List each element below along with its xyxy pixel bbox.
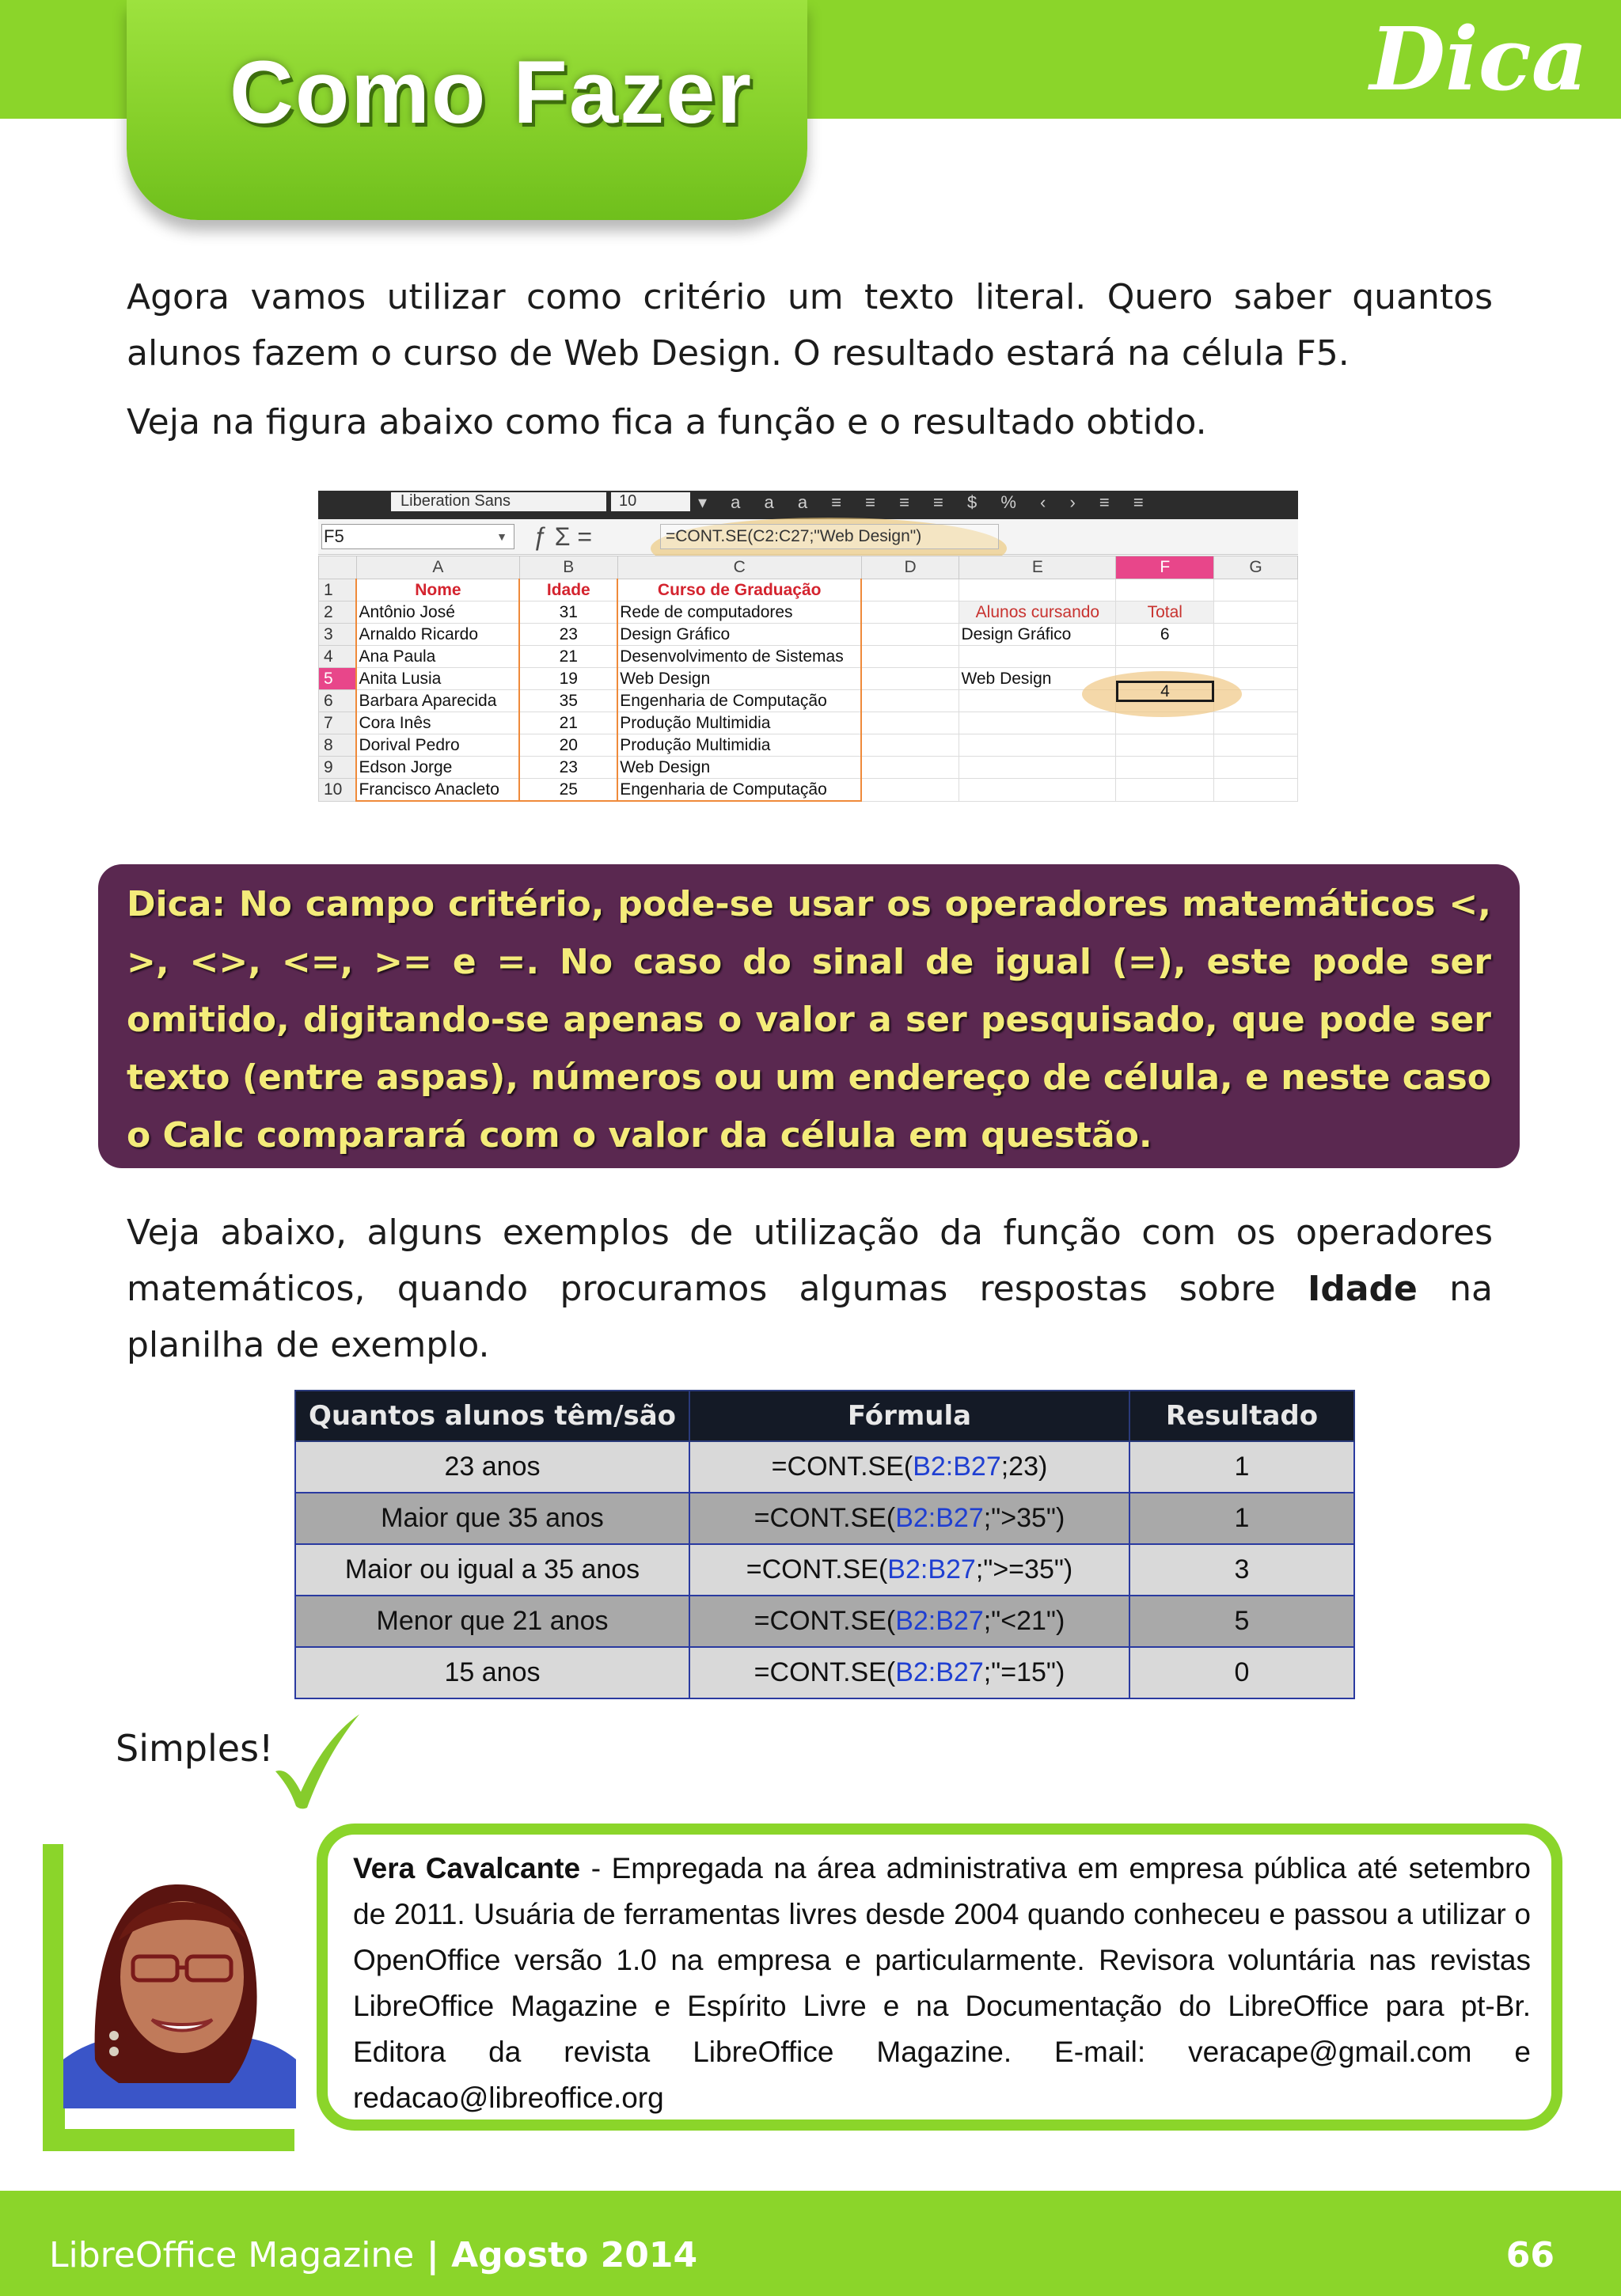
column-header[interactable]: G [1214,556,1298,579]
column-header-row [319,556,1298,579]
example-formula [689,1647,1129,1698]
row-header[interactable]: 4 [319,646,357,668]
toolbar-format-icons: ▾ a a a ≡ ≡ ≡ ≡ $ % ‹ › ≡ ≡ [698,492,1153,512]
cell[interactable] [959,712,1116,734]
column-header[interactable]: D [861,556,959,579]
formula-criteria: ;">35") [983,1503,1065,1533]
cell-age[interactable]: 19 [519,668,617,690]
cell-label-alunos[interactable]: Alunos cursando [959,602,1116,624]
table-row [295,1596,1354,1647]
cell-name[interactable]: Edson Jorge [356,757,519,779]
cell-age[interactable]: 23 [519,757,617,779]
sheet-row [319,602,1298,624]
author-bio-text: - Empregada na área administrativa em empresa pública até setembro de 2011. Usuária de ferramentas livres desde 2004 quando conheceu e passou a utilizar o OpenOffice versão 1.0 na empresa e particularmente. Revisora voluntária nas revistas LibreOffice Magazine e Espírito Livre e na Documentação do LibreOffice para pt-Br. Editora da revista LibreOffice Magazine. E-mail: veracape@gmail.com e redacao@libreoffice.org [353,1852,1532,2114]
examples-header-formula: Fórmula [689,1391,1129,1441]
cell-name[interactable]: Dorival Pedro [356,734,519,757]
cell[interactable] [861,734,959,757]
row-header-selected[interactable]: 5 [319,668,357,690]
page-number: 66 [1505,2235,1555,2275]
formula-prefix: =CONT.SE( [771,1452,913,1482]
row-header[interactable]: 10 [319,779,357,802]
cell-course[interactable]: Engenharia de Computação [617,779,861,802]
footer-band [0,2191,1621,2296]
example-formula [689,1544,1129,1596]
cell[interactable] [1214,579,1298,602]
column-header-selected[interactable]: F [1116,556,1214,579]
examples-intro-paragraph [127,1205,1493,1373]
issue-date: Agosto 2014 [451,2235,698,2275]
cell-age[interactable]: 21 [519,712,617,734]
row-header[interactable]: 9 [319,757,357,779]
font-name-box[interactable]: Liberation Sans [391,492,606,511]
font-size-box[interactable]: 10 [611,492,690,511]
cell[interactable] [861,712,959,734]
cell-course[interactable]: Desenvolvimento de Sistemas [617,646,861,668]
checkmark-icon [269,1710,364,1812]
row-header[interactable]: 1 [319,579,357,602]
author-bio-box [317,1824,1562,2131]
cell[interactable] [1214,646,1298,668]
cell[interactable] [1214,779,1298,802]
examples-header-result: Resultado [1129,1391,1354,1441]
example-description: 23 anos [295,1441,689,1493]
author-bio [353,1846,1531,2121]
simples-text: Simples! [116,1727,274,1770]
sheet-row [319,734,1298,757]
header-cell-nome[interactable]: Nome [356,579,519,602]
table-row [295,1647,1354,1698]
row-header[interactable]: 3 [319,624,357,646]
example-formula [689,1596,1129,1647]
cell-course[interactable]: Design Gráfico [617,624,861,646]
author-portrait-image [63,1822,296,2108]
column-header[interactable]: B [519,556,617,579]
intro-paragraph: Agora vamos utilizar como critério um texto literal. Quero saber quantos alunos fazem o curso de Web Design. O resultado estará na célula F5. [127,277,1493,374]
example-description: Menor que 21 anos [295,1596,689,1647]
example-result: 0 [1129,1647,1354,1698]
header-cell-curso[interactable]: Curso de Graduação [617,579,861,602]
calc-toolbar [318,491,1298,519]
cell-course[interactable]: Rede de computadores [617,602,861,624]
cell-course[interactable]: Produção Multimidia [617,712,861,734]
cell-name[interactable]: Barbara Aparecida [356,690,519,712]
formula-criteria: ;"=15") [983,1657,1065,1687]
magazine-name: LibreOffice Magazine [49,2235,415,2275]
cell-course[interactable]: Engenharia de Computação [617,690,861,712]
formula-criteria: ;"<21") [983,1606,1065,1636]
author-name: Vera Cavalcante [353,1852,581,1884]
author-photo [63,1822,296,2108]
examples-intro-tail: na planilha de exemplo. [127,1269,1493,1365]
table-row [295,1493,1354,1544]
cell[interactable] [1116,757,1214,779]
cell-criteria[interactable]: Design Gráfico [959,624,1116,646]
formula-input[interactable]: =CONT.SE(C2:C27;"Web Design") [660,524,999,549]
examples-header-row [295,1391,1354,1441]
sheet-row [319,624,1298,646]
formula-criteria: ;">=35") [975,1554,1073,1584]
table-row [295,1441,1354,1493]
selected-cell-f5[interactable]: 4 [1116,681,1214,702]
footer-magazine [49,2235,697,2275]
column-header[interactable]: E [959,556,1116,579]
cell[interactable] [861,757,959,779]
chevron-down-icon[interactable]: ▼ [496,530,507,543]
example-description: Maior que 35 anos [295,1493,689,1544]
example-description: 15 anos [295,1647,689,1698]
cell-criteria[interactable]: Web Design [959,668,1116,690]
sheet-row [319,579,1298,602]
row-header[interactable]: 2 [319,602,357,624]
cell[interactable] [1214,602,1298,624]
spreadsheet-screenshot [318,491,1298,815]
cell-age[interactable]: 20 [519,734,617,757]
formula-criteria: ;23) [1000,1452,1048,1482]
function-wizard-icons[interactable]: ƒ Σ = [533,522,593,551]
cell-name[interactable]: Ana Paula [356,646,519,668]
examples-header-question: Quantos alunos têm/são [295,1391,689,1441]
tip-box [98,864,1520,1168]
cell[interactable] [861,779,959,802]
examples-table [294,1390,1355,1699]
row-header[interactable]: 8 [319,734,357,757]
cell-name[interactable]: Antônio José [356,602,519,624]
formula-range: B2:B27 [887,1554,976,1584]
cell-name[interactable]: Anita Lusia [356,668,519,690]
cell-label-total[interactable]: Total [1116,602,1214,624]
sheet-row [319,757,1298,779]
cell[interactable] [1116,646,1214,668]
cell[interactable] [861,668,959,690]
page-title: Como Fazer [230,43,753,142]
cell-age[interactable]: 23 [519,624,617,646]
example-result: 1 [1129,1493,1354,1544]
sheet-row [319,646,1298,668]
column-header[interactable]: A [356,556,519,579]
cell[interactable] [1116,734,1214,757]
cell[interactable] [1116,579,1214,602]
row-header[interactable]: 6 [319,690,357,712]
name-box-value: F5 [324,526,344,546]
formula-range: B2:B27 [895,1503,984,1533]
cell-course[interactable]: Produção Multimidia [617,734,861,757]
examples-intro-bold: Idade [1308,1269,1418,1309]
section-label: Dica [1369,8,1588,110]
cell-result[interactable]: 6 [1116,624,1214,646]
cell[interactable] [861,579,959,602]
formula-prefix: =CONT.SE( [754,1503,896,1533]
footer-separator: | [414,2235,452,2275]
formula-range: B2:B27 [895,1657,984,1687]
examples-intro-text: Veja abaixo, alguns exemplos de utilização da função com os operadores matemáticos, quando procuramos algumas respostas sobre [127,1213,1493,1309]
corner-cell[interactable] [319,556,357,579]
cell[interactable] [959,734,1116,757]
cell[interactable] [1116,779,1214,802]
cell-age[interactable]: 35 [519,690,617,712]
cell-course[interactable]: Web Design [617,668,861,690]
cell[interactable] [861,602,959,624]
formula-bar [318,519,1298,555]
cell-age[interactable]: 21 [519,646,617,668]
cell[interactable] [861,624,959,646]
cell-age[interactable]: 31 [519,602,617,624]
header-cell-idade[interactable]: Idade [519,579,617,602]
formula-prefix: =CONT.SE( [746,1554,888,1584]
cell[interactable] [959,646,1116,668]
tip-text: Dica: No campo critério, pode-se usar os operadores matemáticos <, >, <>, <=, >= e =. No caso do sinal de igual (=), este pode ser omitido, digitando-se apenas o valor a ser pesquisado, que pode ser texto (entre aspas), números ou um endereço de célula, e neste caso o Calc comparará com o valor da célula em questão. [127,884,1491,1156]
example-formula [689,1441,1129,1493]
cell[interactable] [1214,734,1298,757]
cell[interactable] [861,690,959,712]
cell-name[interactable]: Cora Inês [356,712,519,734]
example-formula [689,1493,1129,1544]
formula-range: B2:B27 [895,1606,984,1636]
table-row [295,1544,1354,1596]
cell[interactable] [1214,712,1298,734]
cell[interactable] [1214,757,1298,779]
cell[interactable] [861,646,959,668]
row-header[interactable]: 7 [319,712,357,734]
example-result: 3 [1129,1544,1354,1596]
cell-name[interactable]: Arnaldo Ricardo [356,624,519,646]
formula-range: B2:B27 [913,1452,1001,1482]
cell-course[interactable]: Web Design [617,757,861,779]
figure-intro-paragraph: Veja na figura abaixo como fica a função e o resultado obtido. [127,402,1207,442]
formula-prefix: =CONT.SE( [754,1606,896,1636]
formula-prefix: =CONT.SE( [754,1657,896,1687]
cell-age[interactable]: 25 [519,779,617,802]
cell[interactable] [959,757,1116,779]
example-result: 1 [1129,1441,1354,1493]
cell-name[interactable]: Francisco Anacleto [356,779,519,802]
cell[interactable] [959,779,1116,802]
example-description: Maior ou igual a 35 anos [295,1544,689,1596]
name-box[interactable] [321,524,514,549]
column-header[interactable]: C [617,556,861,579]
sheet-row [319,779,1298,802]
example-result: 5 [1129,1596,1354,1647]
cell[interactable] [1214,624,1298,646]
cell[interactable] [959,579,1116,602]
